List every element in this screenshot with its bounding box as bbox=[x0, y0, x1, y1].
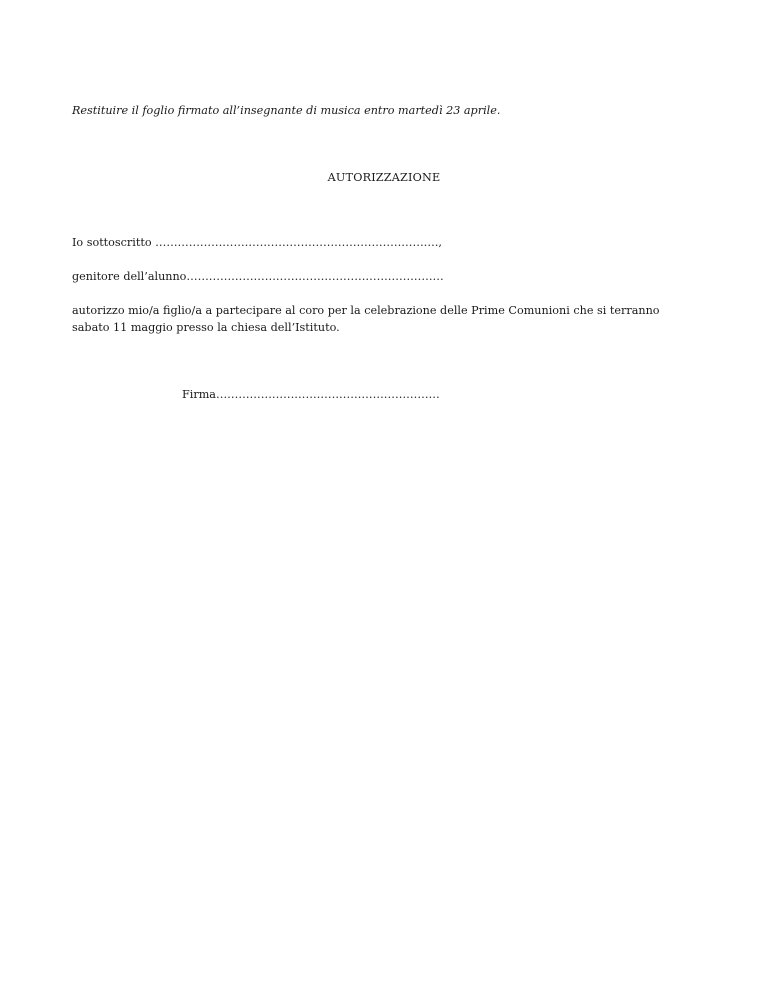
authorization-paragraph bbox=[72, 302, 712, 336]
authorization-line-2: sabato 11 maggio presso la chiesa dell’Istituto. bbox=[72, 321, 340, 334]
student-name-line: genitore dell’alunno…………………………………………………………… bbox=[72, 270, 444, 283]
signature-line: Firma…………………………………………………… bbox=[182, 388, 440, 401]
document-title: AUTORIZZAZIONE bbox=[327, 171, 441, 184]
authorization-line-1: autorizzo mio/a figlio/a a partecipare al coro per la celebrazione delle Prime Comunioni che si terranno bbox=[72, 304, 660, 317]
return-instruction: Restituire il foglio firmato all’insegnante di musica entro martedì 23 aprile. bbox=[72, 104, 501, 117]
signer-name-line: Io sottoscritto …………………………………………………………………., bbox=[72, 236, 442, 249]
